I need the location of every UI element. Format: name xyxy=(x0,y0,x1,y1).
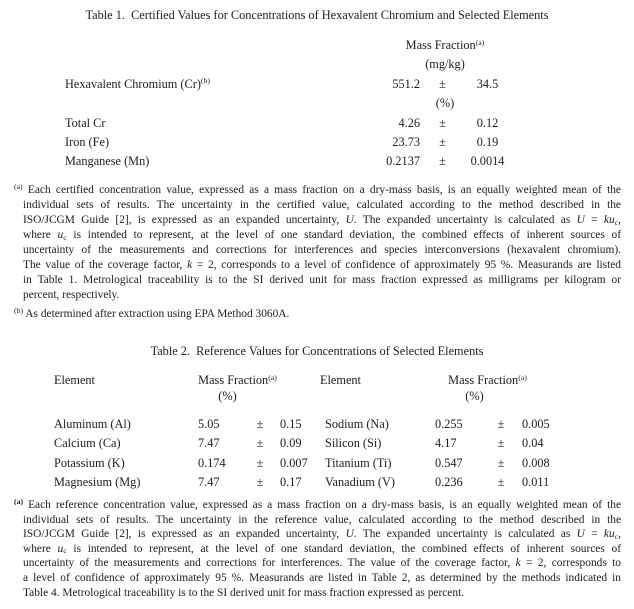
table2-element-header-left: Element xyxy=(54,373,95,387)
uncertainty-cell: 0.15 xyxy=(280,417,302,431)
value-cell: 7.47 xyxy=(198,436,220,451)
element-cell: Vanadium (V) xyxy=(325,474,396,489)
table1-row-uncertainty: 34.5 xyxy=(476,76,499,91)
table1-grid xyxy=(65,36,510,172)
element-cell: Sodium (Na) xyxy=(325,417,389,431)
table1-row-label: Hexavalent Chromium $(Cr)^{(b)}$ xyxy=(65,76,211,91)
table1-row-value: 551.2 xyxy=(392,76,420,91)
table1-footnote-b: $^{(b)}$ As determined after extraction using EPA Method 3060A. xyxy=(14,305,290,320)
uncertainty-cell: 0.005 xyxy=(522,417,550,431)
uncertainty-cell: 0.17 xyxy=(280,474,302,489)
uncertainty-cell: 0.04 xyxy=(522,436,544,451)
table1-row-label: Iron (Fe) xyxy=(65,134,110,149)
table1-row-label: Manganese (Mn) xyxy=(65,154,150,169)
table1-row-uncertainty: 0.12 xyxy=(476,115,499,130)
table1-row-label: Total Cr xyxy=(65,115,106,130)
value-cell: 4.17 xyxy=(435,436,457,451)
plus-minus-symbol: ± xyxy=(439,154,446,169)
element-cell: Calcium (Ca) xyxy=(54,436,121,451)
table1-mass-fraction-header: Mass Fraction$^{(a)}$ xyxy=(405,37,485,52)
plus-minus-symbol: ± xyxy=(256,455,264,470)
table2-mass-fraction-header-right: Mass Fraction$^{(a)}$ xyxy=(448,372,527,387)
uncertainty-cell: 0.09 xyxy=(280,436,302,451)
plus-minus-symbol: ± xyxy=(439,134,446,149)
table1-row-value: 0.2137 xyxy=(386,154,420,169)
plus-minus-symbol: ± xyxy=(497,474,505,489)
table1-row-value: 23.73 xyxy=(392,134,420,149)
table1-unit-percent: (%) xyxy=(435,96,455,111)
plus-minus-symbol: ± xyxy=(497,436,505,451)
table1-row-value: 4.26 xyxy=(398,115,420,130)
value-cell: 0.174 xyxy=(198,455,226,470)
uncertainty-cell: 0.011 xyxy=(522,474,550,489)
element-cell: Silicon (Si) xyxy=(325,436,382,451)
plus-minus-symbol: ± xyxy=(256,417,264,431)
plus-minus-symbol: ± xyxy=(439,115,446,130)
plus-minus-symbol: ± xyxy=(256,474,264,489)
value-cell: 0.236 xyxy=(435,474,463,489)
uncertainty-cell: 0.007 xyxy=(280,455,308,470)
plus-minus-symbol: ± xyxy=(256,436,264,451)
table1-footnote-a: $^{(a)}$ Each certified concentration value, expressed as a mass fraction on a dry-mass basis, is an equally weighted mean of the individual sets of results. The uncertainty in the certified value, calculated according to the method described in the ISO/JCGM Guide [2], is expressed as an expanded uncertainty, U. The expanded uncertainty is calculated as $U = ku_c$, where $u_c$ is intended to represent, at the level of one standard deviation, the combined effects of inherent sources of uncertainty of the measurements and corrections for interferences and species interconversions (hexavalent chromium). The value of the coverage factor, k = 2, corresponds to a level of confidence of approximately 95 %. Measurands are listed in Table 1. Metrological traceability is to the SI derived unit for mass fraction expressed as milligrams per kilogram or percent, respectively. xyxy=(14,181,621,301)
table2-footnote-a: $^{(a)}$ Each reference concentration value, expressed as a mass fraction on a dry-mass basis, is an equally weighted mean of the individual sets of results. The uncertainty in the reference value, calculated according to the method described in the ISO/JCGM Guide [2], is expressed as an expanded uncertainty, U. The expanded uncertainty is calculated as $U = ku_c$, where $u_c$ is intended to represent, at the level of one standard deviation, the combined effects of inherent sources of uncertainty of the measurements and corrections for interferences. The value of the coverage factor, k = 2, corresponds to a level of confidence of approximately 95 %. Measurands are listed in Table 2, as determined by the methods indicated in Table 4. Metrological traceability is to the SI derived unit for mass fraction expressed as percent. xyxy=(14,496,622,599)
element-cell: Titanium (Ti) xyxy=(325,455,392,470)
plus-minus-symbol: ± xyxy=(439,76,446,91)
plus-minus-symbol: ± xyxy=(497,417,505,431)
table2-grid xyxy=(54,415,580,492)
table2-unit-percent-right: (%) xyxy=(465,389,484,403)
plus-minus-symbol: ± xyxy=(497,455,505,470)
element-cell: Aluminum (Al) xyxy=(54,417,131,431)
uncertainty-cell: 0.008 xyxy=(522,455,550,470)
element-cell: Magnesium (Mg) xyxy=(54,474,141,489)
value-cell: 5.05 xyxy=(198,417,220,431)
value-cell: 0.547 xyxy=(435,455,463,470)
table2-unit-percent-left: (%) xyxy=(218,389,237,403)
table2-title: Table 2. Reference Values for Concentrations of Selected Elements xyxy=(150,344,484,358)
table2-mass-fraction-header-left: Mass Fraction$^{(a)}$ xyxy=(198,372,277,387)
element-cell: Potassium (K) xyxy=(54,455,125,470)
table1-row-uncertainty: 0.19 xyxy=(476,134,499,149)
table1-unit-mgkg: (mg/kg) xyxy=(425,57,465,72)
table2-element-header-right: Element xyxy=(320,373,361,387)
table1-title: Table 1. Certified Values for Concentrations of Hexavalent Chromium and Selected Elements xyxy=(85,8,549,22)
value-cell: 0.255 xyxy=(435,417,463,431)
value-cell: 7.47 xyxy=(198,474,220,489)
table1-row-uncertainty: 0.0014 xyxy=(470,154,505,169)
